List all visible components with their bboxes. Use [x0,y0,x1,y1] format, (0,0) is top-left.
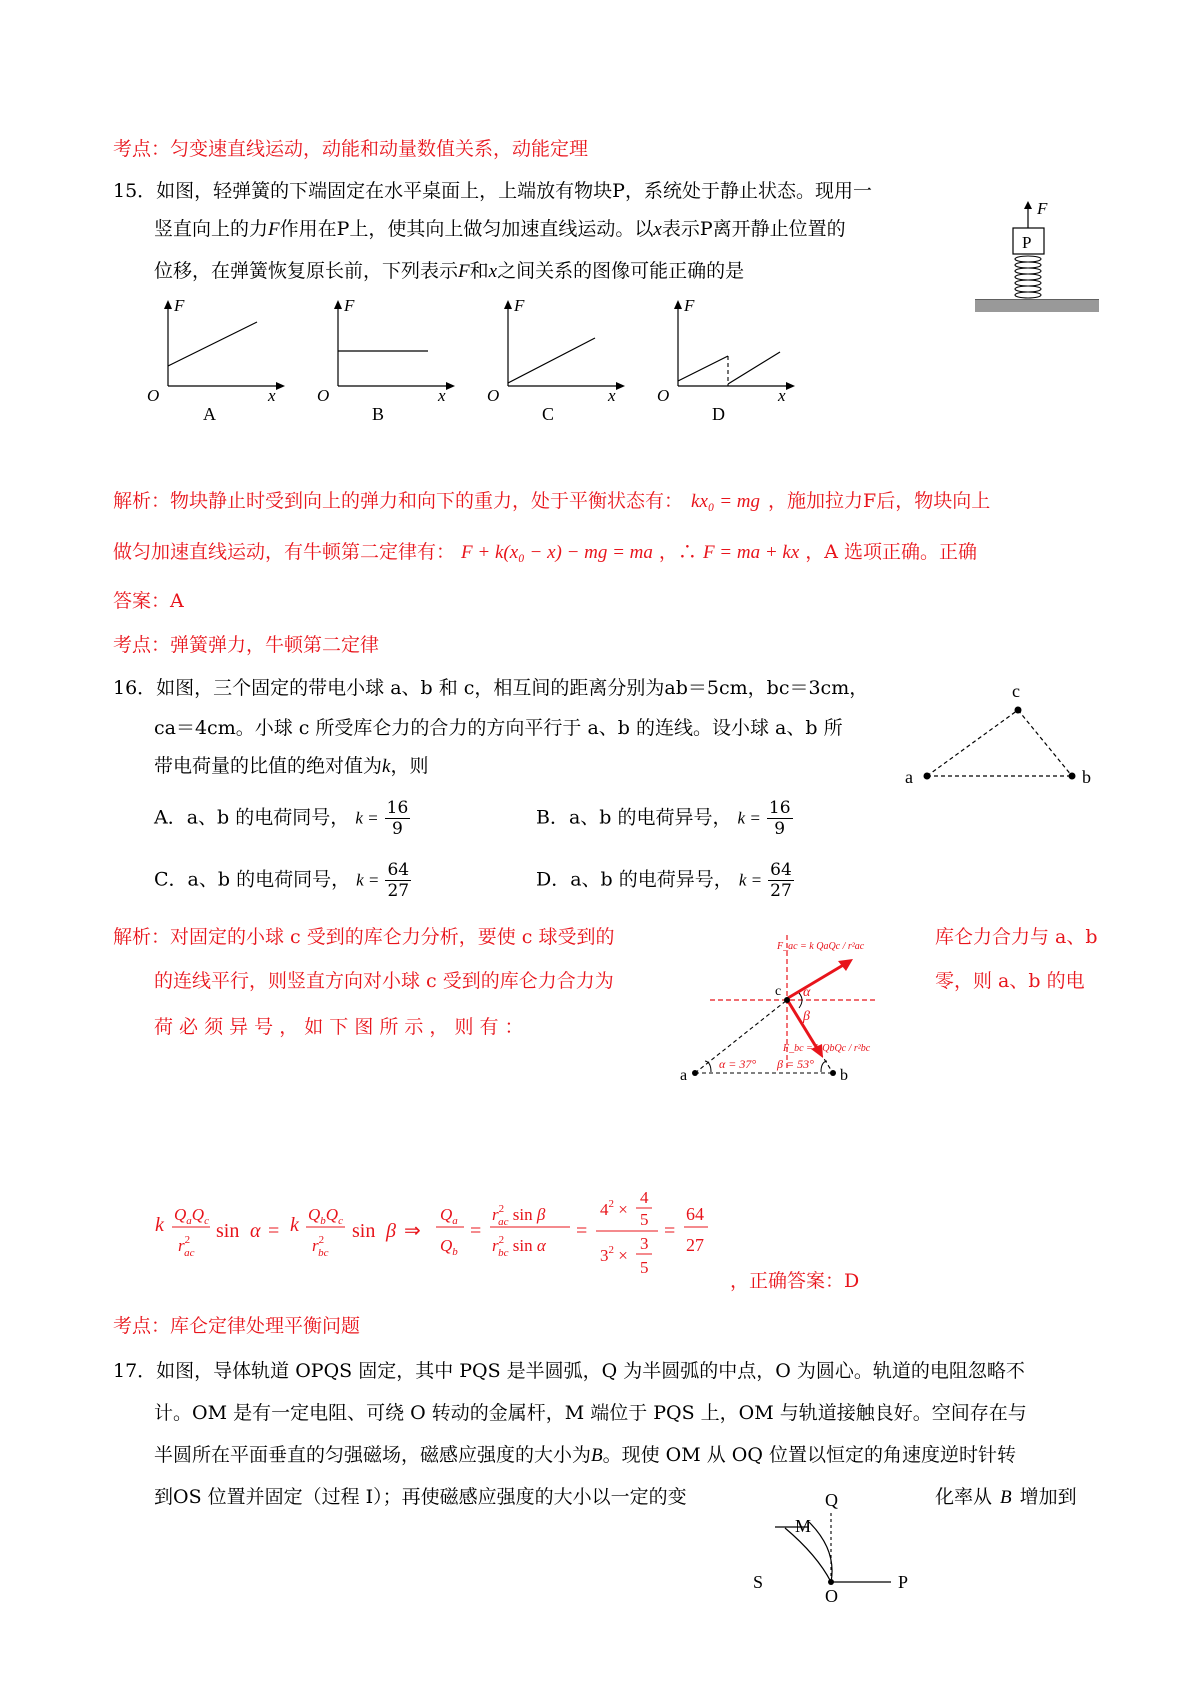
option-d[interactable] [536,860,794,901]
text: ，A 选项正确。正确 [805,541,978,563]
q17-stem-line2: 计。OM 是有一定电阻、可绕 O 转动的金属杆，M 端位于 PQS 上，OM 与轨道接触良好。空间存在与 [154,1402,1027,1424]
axis-x-label: x [778,386,786,405]
equation: F + k(x₀ − x) − mg = ma [461,542,653,563]
q16-stem-line2: ca＝4cm。小球 c 所受库仑力的合力的方向平行于 a、b 的连线。设小球 a、b 所 [154,717,843,739]
q16-eq-tail: ，正确答案：D [730,1270,860,1292]
label-b: b [840,1067,848,1084]
svg-text:64: 64 [686,1204,704,1224]
coulomb-equation [150,1175,730,1285]
label-b: b [1082,767,1091,787]
q17-stem-line3 [154,1442,1016,1469]
denominator: 27 [770,881,792,901]
label-s: S [753,1572,764,1592]
fraction [768,860,794,901]
axis-y-label: F [514,296,525,315]
svg-text:=: = [268,1220,280,1242]
label-c: c [1012,681,1020,701]
label-o: O [825,1586,838,1605]
option-k: k = [737,808,761,828]
option-c[interactable] [154,860,411,901]
text: 作用在P上，使其向上做匀加速直线运动。以 [279,218,654,240]
option-text: D．a、b 的电荷异号， [536,868,733,891]
text: ，∴ [658,541,697,563]
origin-label: O [657,386,670,405]
spring-block-figure [975,196,1100,326]
text: ，则 [390,755,429,777]
q16-analysis-line1a: 解析：对固定的小球 c 受到的库仑力分析，要使 c 球受到的 [113,926,615,948]
q15-analysis-line2 [113,539,977,566]
fac-formula: F_ac = k QaQc / r²ac [777,941,865,952]
svg-text:k: k [290,1214,299,1236]
option-a[interactable] [154,798,410,839]
origin-label: O [487,386,500,405]
q16-analysis-line1b: 库仑力合力与 a、b [935,926,1098,948]
svg-text:3: 3 [640,1234,649,1253]
q16-analysis-line3: 荷 必 须 异 号 ， 如 下 图 所 示 ， 则 有 ： [154,1016,524,1038]
fbc-formula: F_bc = k QbQc / r²bc [783,1043,871,1054]
q15-analysis-line1 [113,488,990,515]
text: 之间关系的图像可能正确的是 [497,260,745,282]
svg-text:=: = [576,1220,588,1242]
force-label: F [1037,199,1048,218]
svg-text:sin: sin [352,1220,376,1242]
svg-text:QbQc: $Q_bQ_c$ [308,1205,343,1227]
option-text: C．a、b 的电荷同号， [154,868,351,891]
text: 带电荷量的比值的绝对值为 [154,755,383,777]
var-b: B [1000,1487,1012,1508]
block-label: P [1022,233,1032,252]
graph-label: A [203,404,216,424]
axis-y-label: F [684,296,695,315]
q17-stem-line4a: 到OS 位置并固定（过程 I）；再使磁感应强度的大小以一定的变 [154,1486,687,1508]
var-f: F [458,261,470,282]
q15-answer: 答案：A [113,590,184,612]
var-x: x [653,219,662,240]
svg-text:4: 4 [640,1188,649,1207]
denominator: 9 [392,819,403,839]
graph-a [140,296,320,426]
svg-text:QaQc: $Q_aQ_c$ [174,1205,209,1227]
svg-text:r2bc: $r^2$ bc [312,1234,329,1259]
label-a: a [905,767,913,787]
fraction [385,798,411,839]
text: 化率从 [935,1486,993,1508]
axis-x-label: x [268,386,276,405]
var-f: F [268,219,280,240]
text: 增加到 [1019,1486,1077,1508]
q16-analysis-line2a: 的连线平行，则竖直方向对小球 c 受到的库仑力合力为 [154,970,614,992]
svg-text:r2ac sin β: $r^2$ ac sin β [492,1203,546,1228]
option-b[interactable] [536,798,793,839]
var-x: x [488,261,498,282]
kaodian-q14: 考点：匀变速直线运动，动能和动量数值关系，动能定理 [113,138,589,160]
denominator: 9 [774,819,786,839]
rail-figure [745,1480,935,1605]
text: 解析：物块静止时受到向上的弹力和向下的重力，处于平衡状态有： [113,490,684,512]
equation: kx₀ = mg [691,491,761,512]
text: 半圆所在平面垂直的匀强磁场，磁感应强度的大小为 [154,1444,592,1466]
svg-text:r2ac: $r^2$ ac [178,1234,195,1259]
q16-kaodian: 考点：库仑定律处理平衡问题 [113,1315,361,1337]
q15-stem-line1: 15．如图，轻弹簧的下端固定在水平桌面上，上端放有物块P，系统处于静止状态。现用一 [113,180,872,202]
label-a: a [680,1067,688,1084]
beta-angle: β = 53° [777,1057,814,1071]
q15-stem-line3 [154,258,744,285]
label-p: P [898,1572,909,1592]
origin-label: O [147,386,160,405]
svg-text:42 ×: $4^2$ × [600,1198,628,1219]
graph-label: D [712,404,725,424]
graph-label: B [372,404,385,424]
origin-label: O [317,386,330,405]
denominator: 27 [387,881,410,901]
text: 竖直向上的力 [154,218,269,240]
alpha-angle: α = 37° [719,1057,757,1071]
label-q: Q [825,1490,838,1510]
axis-y-label: F [174,296,185,315]
force-diagram [675,925,920,1085]
graph-b [310,296,490,426]
axis-y-label: F [344,296,355,315]
svg-text:27: 27 [686,1235,704,1255]
var-k: k [382,756,391,777]
var-b: B [591,1445,603,1466]
svg-text:sin: sin [216,1220,240,1242]
svg-text:5: 5 [640,1258,649,1277]
svg-text:=: = [470,1220,482,1242]
svg-text:β: β [386,1220,396,1242]
triangle-figure [905,680,1105,800]
fraction [767,798,793,839]
text: 位移，在弹簧恢复原长前，下列表示 [154,260,459,282]
axis-x-label: x [608,386,616,405]
numerator: 16 [768,798,791,818]
svg-text:⇒: ⇒ [404,1220,421,1242]
option-k: k = [355,808,379,828]
graph-d [650,296,830,426]
q15-kaodian: 考点：弹簧弹力，牛顿第二定律 [113,634,380,656]
q15-stem-line2 [154,216,846,243]
option-k: k = [356,870,380,890]
svg-text:r2bc sin α: $r^2$ bc sin α [492,1234,546,1259]
svg-text:Qa: $Q_a$ [440,1205,458,1227]
graph-c [480,296,660,426]
svg-text:=: = [664,1220,676,1242]
equation: F = ma + kx [702,542,800,563]
label-m: M [795,1516,812,1536]
beta-symbol: β [803,1009,810,1024]
graph-label: C [542,404,555,424]
numerator: 16 [386,798,409,818]
option-text: A．a、b 的电荷同号， [154,806,350,829]
svg-text:32 ×: $3^2$ × [600,1244,628,1265]
numerator: 64 [770,860,792,880]
q17-stem-line1: 17．如图，导体轨道 OPQS 固定，其中 PQS 是半圆弧，Q 为半圆弧的中点，O 为圆心。轨道的电阻忽略不 [113,1360,1025,1382]
text: 和 [469,260,489,282]
option-text: B．a、b 的电荷异号， [536,806,732,829]
q16-stem-line3 [154,753,428,780]
svg-text:α: α [250,1220,261,1242]
svg-text:Qb: $Q_b$ [440,1236,458,1258]
q16-stem-line1: 16．如图，三个固定的带电小球 a、b 和 c，相互间的距离分别为ab＝5cm，bc＝3cm， [113,677,869,699]
svg-text:5: 5 [640,1210,649,1229]
q16-analysis-line2b: 零，则 a、b 的电 [935,970,1085,992]
alpha-symbol: α [803,985,811,1000]
q17-stem-line4b [935,1484,1077,1511]
text: 做匀加速直线运动，有牛顿第二定律有： [113,541,456,563]
svg-text:k: k [155,1214,164,1236]
text: 。现使 OM 从 OQ 位置以恒定的角速度逆时针转 [602,1444,1016,1466]
text: 表示P离开静止位置的 [661,218,846,240]
fraction [385,860,411,901]
text: ，施加拉力F后，物块向上 [768,490,991,512]
axis-x-label: x [438,386,446,405]
label-c: c [775,984,782,999]
option-k: k = [738,870,763,890]
numerator: 64 [387,860,410,880]
